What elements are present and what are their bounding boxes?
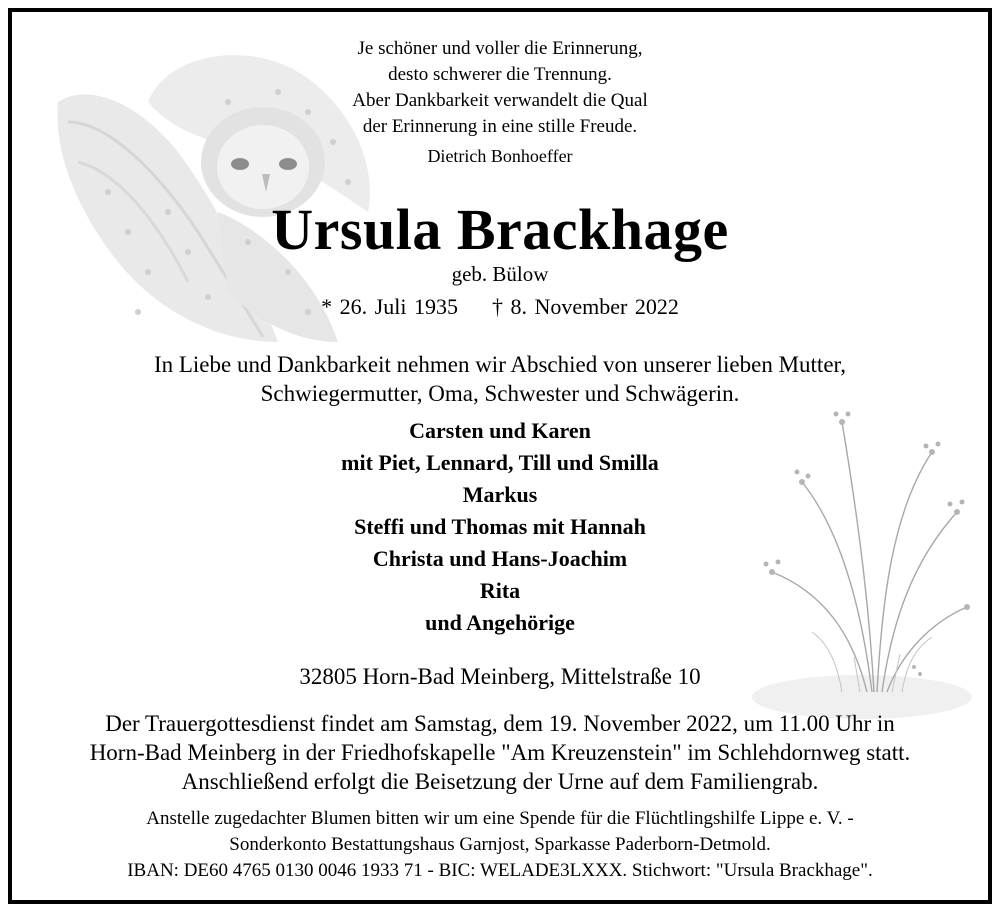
birth-date: * 26. Juli 1935 <box>321 294 458 319</box>
service-line: Anschließend erfolgt die Beisetzung der Urne auf dem Familiengrab. <box>181 769 819 794</box>
donation-line: IBAN: DE60 4765 0130 0046 1933 71 - BIC: WELADE3LXXX. Stichwort: "Ursula Brackhage". <box>127 860 873 881</box>
life-dates <box>12 294 988 320</box>
birth-name: geb. Bülow <box>451 262 549 286</box>
mourner-line: Markus <box>462 482 538 507</box>
donation-line: Anstelle zugedachter Blumen bitten wir um eine Spende für die Flüchtlingshilfe Lippe e. V. - <box>146 808 854 829</box>
deceased-name: Ursula Brackhage <box>271 197 729 262</box>
mourner-line: Steffi und Thomas mit Hannah <box>354 514 646 539</box>
quote-author: Dietrich Bonhoeffer <box>427 146 573 166</box>
service-line: Horn-Bad Meinberg in der Friedhofskapelle "Am Kreuzenstein" im Schlehdornweg statt. <box>89 740 911 765</box>
quote-line: Je schöner und voller die Erinnerung, <box>357 38 643 59</box>
quote-line: Aber Dankbarkeit verwandelt die Qual <box>352 90 648 111</box>
farewell-line: Schwiegermutter, Oma, Schwester und Schwägerin. <box>260 381 740 406</box>
death-date: † 8. November 2022 <box>491 294 679 319</box>
mourner-line: Christa und Hans-Joachim <box>372 546 628 571</box>
quote-line: desto schwerer die Trennung. <box>388 64 612 85</box>
obituary-frame <box>8 8 992 904</box>
mourner-line: Carsten und Karen <box>409 418 591 443</box>
service-line: Der Trauergottesdienst findet am Samstag, dem 19. November 2022, um 11.00 Uhr in <box>105 711 895 736</box>
donation-line: Sonderkonto Bestattungshaus Garnjost, Sparkasse Paderborn-Detmold. <box>229 834 771 855</box>
mourner-line: Rita <box>479 578 521 603</box>
mourner-line: mit Piet, Lennard, Till und Smilla <box>341 450 659 475</box>
quote-line: der Erinnerung in eine stille Freude. <box>362 116 638 137</box>
address: 32805 Horn-Bad Meinberg, Mittelstraße 10 <box>299 664 701 689</box>
mourner-line: und Angehörige <box>425 610 575 635</box>
farewell-line: In Liebe und Dankbarkeit nehmen wir Abschied von unserer lieben Mutter, <box>153 352 847 377</box>
